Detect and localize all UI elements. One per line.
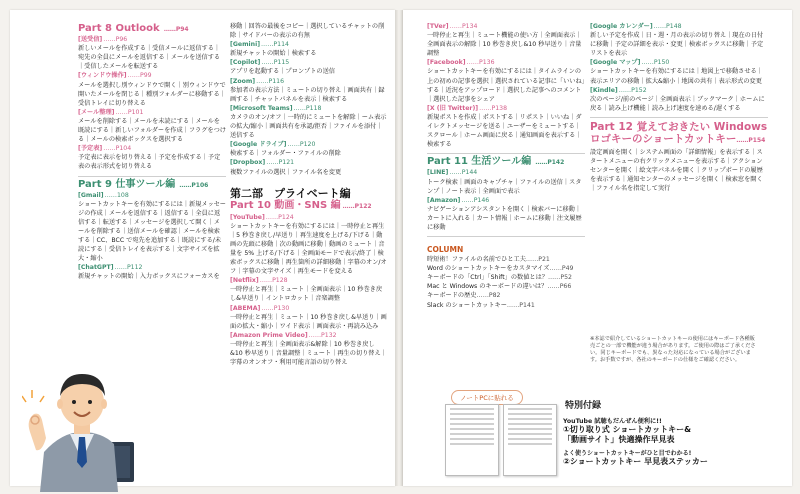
section-head: [Gemini] xyxy=(230,41,261,49)
section-page: ……P150 xyxy=(641,59,670,67)
section-head: [Amazon] xyxy=(427,196,461,204)
section-page: ……P146 xyxy=(461,196,490,204)
section-body: 一時停止と再生｜全画面表示&解除｜10 秒巻き戻し&10 秒早送り｜音量調整｜ミュート｜再生の切り替え｜字幕のオンオフ・利用可能言語の切り替え xyxy=(230,340,387,367)
section-page: ……P136 xyxy=(466,59,495,67)
continued-text: 移動｜回答の最後をコピー｜選択しているチャットの削除｜サイドバーの表示の有無 xyxy=(230,23,385,40)
section-head: [Facebook] xyxy=(427,59,466,67)
section-head: [Google ドライブ] xyxy=(230,141,287,149)
tool-section xyxy=(230,40,387,58)
section-body: 新規チャットの開始｜検索する xyxy=(230,50,317,58)
tool-section xyxy=(230,104,387,140)
section-body: 一時停止と再生｜ミュート機能の使い方｜全画面表示｜全画面表示の解除｜10 秒巻き戻し&10 秒早送り｜音量調整 xyxy=(427,32,582,58)
sns-section xyxy=(427,104,585,149)
book-gutter xyxy=(395,10,403,486)
section-head: [Copilot] xyxy=(230,59,261,67)
bonus-heading: 特別付録 xyxy=(565,401,602,411)
section-body: 新しいメールを作成する｜受信メールに返信する｜宛先の全員にメールを返信する｜メールを送信する｜受信したメールを転送する xyxy=(78,45,221,71)
section-head: [Zoom] xyxy=(230,77,256,85)
section-head: [送受信] xyxy=(78,36,103,44)
part12-body: 設定画面を開く｜システム画面の「詳細情報」を表示する｜スタートメニューの右クリックメニューを表示する｜アクションセンターを開く｜絵文字パネルを開く｜クリップボードの履歴を表示する｜通知センターのメッセージを開く｜検索窓を開く｜ファイル名を指定して実行 xyxy=(590,148,763,193)
part9-page: ……P106 xyxy=(179,181,209,189)
bonus-text xyxy=(563,416,773,467)
part9-section xyxy=(78,191,226,264)
part8-section xyxy=(78,108,226,144)
divider xyxy=(427,153,585,154)
bonus-area xyxy=(433,390,773,494)
section-page: ……P134 xyxy=(449,23,478,30)
section-head: [メール整理] xyxy=(78,108,115,116)
video-section xyxy=(427,22,585,58)
life-section xyxy=(590,58,768,85)
section-body: 次のページ/前のページ｜全画面表示｜ブックマーク｜ホームに戻る｜読み上げ機能｜読み上げ速度を速める/遅くする xyxy=(590,95,765,112)
section-page: ……P144 xyxy=(449,169,478,177)
section-body: 一時停止と再生｜ミュート｜10 秒巻き戻し&早送り｜画面の拡大・縮小｜ワイド表示｜画面表示・再読み込み xyxy=(230,313,387,330)
video-section xyxy=(230,213,387,277)
part10-page: ……P122 xyxy=(342,202,372,210)
right-column-1 xyxy=(427,22,585,310)
part8-section xyxy=(78,144,226,171)
life-section xyxy=(590,22,768,58)
section-head: [予定表] xyxy=(78,145,103,153)
part12-title: Part 12 覚えておきたい Windows ロゴキーのショートカットキー xyxy=(590,120,768,146)
life-section xyxy=(590,86,768,113)
section-head: [Dropbox] xyxy=(230,159,266,167)
part11-title: Part 11 生活ツール編 xyxy=(427,156,532,168)
section-body: 新規チャットの開始｜入力ボックスにフォーカスを xyxy=(78,273,220,281)
section-body: 複数ファイルの選択｜ファイル名を変更 xyxy=(230,168,342,176)
part11-page: ……P142 xyxy=(535,159,565,167)
part11-heading xyxy=(427,157,585,167)
section-page: ……P121 xyxy=(266,159,295,167)
section-head: [Google カレンダー] xyxy=(590,23,653,30)
footnote: ※本誌で紹介しているショートカットキーの使用にはキーボード各種販売ごとの一部で機能が違う場合があります。ご使用の際はご了承ください。同じキーボードでも、異なった対応になっている場合がございます。お手数ですが、各社のキーボードの仕様をご確認ください。 xyxy=(590,336,756,363)
column-list xyxy=(427,245,585,310)
section-page: ……P101 xyxy=(115,108,144,116)
part9-heading xyxy=(78,180,226,190)
section-body: 新しい予定を作成｜日・週・月の表示の切り替え｜現在の日付に移動｜予定の詳細を表示・変更｜検索ボックスに移動｜予定リストを表示 xyxy=(590,32,764,58)
video-section xyxy=(230,304,387,331)
column-item: Slack のショートカットキー……P141 xyxy=(427,301,535,309)
section-body: ナビゲーションアシスタントを開く｜検索バーに移動｜カートに入れる｜カート情報｜ホームに移動｜注文履歴に移動 xyxy=(427,205,582,231)
section-body: メールを削除する｜メールを未読にする｜メールを既読にする｜新しいフォルダーを作成｜フラグをつける｜メールの検索ボックスを選択する xyxy=(78,117,226,144)
column-item: キーボードの「Ctrl」「Shift」の数値とは？……P52 xyxy=(427,274,572,282)
bonus-line: ②ショートカットキー 早見表ステッカー xyxy=(563,457,708,466)
section-head: [TVer] xyxy=(427,23,449,30)
part9-section xyxy=(78,263,226,281)
section-head: [Google マップ] xyxy=(590,59,641,67)
section-head: [X (旧 Twitter)] xyxy=(427,104,479,112)
part12-heading xyxy=(590,121,768,148)
section-page: ……P118 xyxy=(293,104,322,112)
part2-title: 第二部 プライベート編 xyxy=(230,186,351,200)
part9-title: Part 9 仕事ツール編 xyxy=(78,178,176,190)
section-body: ショートカットキーを有効にするには｜新規メッセージの作成｜メールを返信する｜返信する｜全員に返信する｜転送する｜メッセージを選択して開く｜メールを削除する｜送信メールを確認｜メールを検索する｜CC、BCC で宛先を追加する｜既読にする/未読にする｜受信トレイを表示する｜文字サイズを拡大・縮小 xyxy=(78,200,226,263)
column-item: Word のショートカットキーをカスタマイズ……P49 xyxy=(427,265,574,273)
section-head: [ABEMA] xyxy=(230,304,261,312)
section-head: [Netflix] xyxy=(230,277,259,285)
column-title: COLUMN xyxy=(427,245,464,255)
life-section xyxy=(427,168,585,195)
section-page: ……P120 xyxy=(287,141,316,149)
right-column-2 xyxy=(590,22,768,193)
video-section xyxy=(230,331,387,367)
section-page: ……P124 xyxy=(265,213,294,221)
section-page: ……P114 xyxy=(261,41,289,49)
section-page: ……P115 xyxy=(261,59,290,67)
section-body: 新規ポストを作成｜ポストする｜リポスト｜いいね｜ダイレクトメッセージを送る｜ユーザーをミュートする｜スクロール｜ホーム画面に戻る｜通知画面を表示する｜検索する xyxy=(427,113,582,149)
section-body: 検索する｜フォルダー・ファイルの削除 xyxy=(230,150,341,158)
section-body: アプリを起動する｜プロンプトの送信 xyxy=(230,68,335,76)
section-page: ……P116 xyxy=(256,77,285,85)
bonus-sheet-image xyxy=(503,404,557,476)
section-page: ……P112 xyxy=(114,264,143,272)
section-head: [ChatGPT] xyxy=(78,264,114,272)
tool-section xyxy=(230,140,387,158)
bonus-line: YouTube 試聴もだんぜん便利に!! xyxy=(563,418,662,425)
section-body: ショートカットキーを有効にするには｜地図上で移動させる｜表示エリアの移動｜拡大&縮小｜地図の共有｜表示形式の変更 xyxy=(590,68,763,85)
bonus-line: ①切り取り式 ショートカットキー& xyxy=(563,425,692,434)
section-page: ……P99 xyxy=(127,72,152,80)
life-section xyxy=(427,196,585,232)
bonus-callout: ノートPCに貼れる xyxy=(451,390,523,405)
section-page: ……P132 xyxy=(308,331,337,339)
section-body: メールを選択し別ウィンドウで開く｜別ウィンドウで開いたメールを閉じる｜種別フォルダーに移動する｜受信トレイに切り替える xyxy=(78,81,226,107)
section-body: ショートカットキーを有効にするには｜一時停止と再生｜5 秒巻き戻し/早送り｜再生速度を上げる/下げる｜動画の先頭に移動｜次の動画に移動｜動画のミュート｜音量を 5% 上げる/下げる｜全画面モードで表示/終了｜検索ボックスに移動｜再生箇所の詳細移動｜字幕のオン/オフ｜字幕の文字サイズ｜再生モードを変える xyxy=(230,222,387,276)
bonus-sheet-image xyxy=(445,404,499,476)
section-body: トーク検索｜画面のキャプチャ｜ファイルの送信｜スタンプ｜ノート表示｜全画面で表示 xyxy=(427,178,582,195)
bonus-line: よく使うショートカットキーがひと目でわかる! xyxy=(563,450,692,457)
businessman-illustration xyxy=(22,340,142,492)
video-section xyxy=(230,276,387,303)
left-column-1 xyxy=(78,22,226,282)
bonus-line: 「動画サイト」快適操作早見表 xyxy=(563,435,675,444)
section-body: 予定表に表示を切り替える｜予定を作成する｜予定表の表示形式を切り替える xyxy=(78,154,221,171)
section-head: [LINE] xyxy=(427,169,449,177)
column-item: Mac と Windows のキーボードの違いは？……P66 xyxy=(427,283,572,291)
section-head: [ウィンドウ操作] xyxy=(78,72,127,80)
column-item: 時短術！ファイルの名前でひと工夫……P21 xyxy=(427,256,550,264)
divider xyxy=(427,236,585,237)
section-page: ……108 xyxy=(104,191,129,199)
tool-section xyxy=(230,77,387,104)
section-page: ……P138 xyxy=(479,104,508,112)
section-body: ショートカットキーを有効にするには｜タイムラインの上の初めの記事を選択｜選択されている記事に「いいね」する｜近況をアップロード｜選択した記事へのコメント｜選択した記事をシェア xyxy=(427,68,585,103)
right-page xyxy=(403,10,792,486)
section-head: [Kindle] xyxy=(590,86,618,94)
section-page: ……P130 xyxy=(261,304,290,312)
section-page: ……P152 xyxy=(618,86,647,94)
left-column-2 xyxy=(230,22,387,367)
section-page: ……P104 xyxy=(103,145,132,153)
tool-section xyxy=(230,58,387,76)
section-page: ……P96 xyxy=(103,36,128,44)
part12-page: ……P154 xyxy=(736,137,766,145)
left-page xyxy=(10,10,395,486)
part8-title: Part 8 Outlook xyxy=(78,23,160,34)
section-head: [Amazon Prime Video] xyxy=(230,331,308,339)
section-page: ……P128 xyxy=(259,277,288,285)
divider xyxy=(590,117,768,118)
sns-section xyxy=(427,58,585,103)
column-item: キーボードの歴史……P82 xyxy=(427,292,501,300)
divider xyxy=(78,176,226,177)
section-head: [Microsoft Teams] xyxy=(230,104,293,112)
part8-section xyxy=(78,71,226,107)
part8-heading xyxy=(78,24,226,34)
section-head: [YouTube] xyxy=(230,213,265,221)
part8-section xyxy=(78,35,226,71)
tool-section xyxy=(230,158,387,176)
part10-heading xyxy=(230,200,387,213)
section-head: [Gmail] xyxy=(78,191,104,199)
section-body: 参加者の表示方法｜ミュートの切り替え｜画面共有｜録画する｜チャットパネルを表示｜検索する xyxy=(230,86,385,103)
part8-page: ……P94 xyxy=(163,26,189,33)
section-page: ……P148 xyxy=(653,23,682,30)
part10-title: Part 10 動画・SNS 編 xyxy=(230,199,341,211)
section-body: カメラのオン/オフ｜一時的にミュートを解除｜ーム表示の拡大/縮小｜画面共有を承認/拒否｜ファイルを添付｜送信する xyxy=(230,113,387,140)
section-body: 一時停止と再生｜ミュート｜全画面表示｜10 秒巻き戻し&早送り｜イントロカット｜音楽調整 xyxy=(230,286,383,303)
